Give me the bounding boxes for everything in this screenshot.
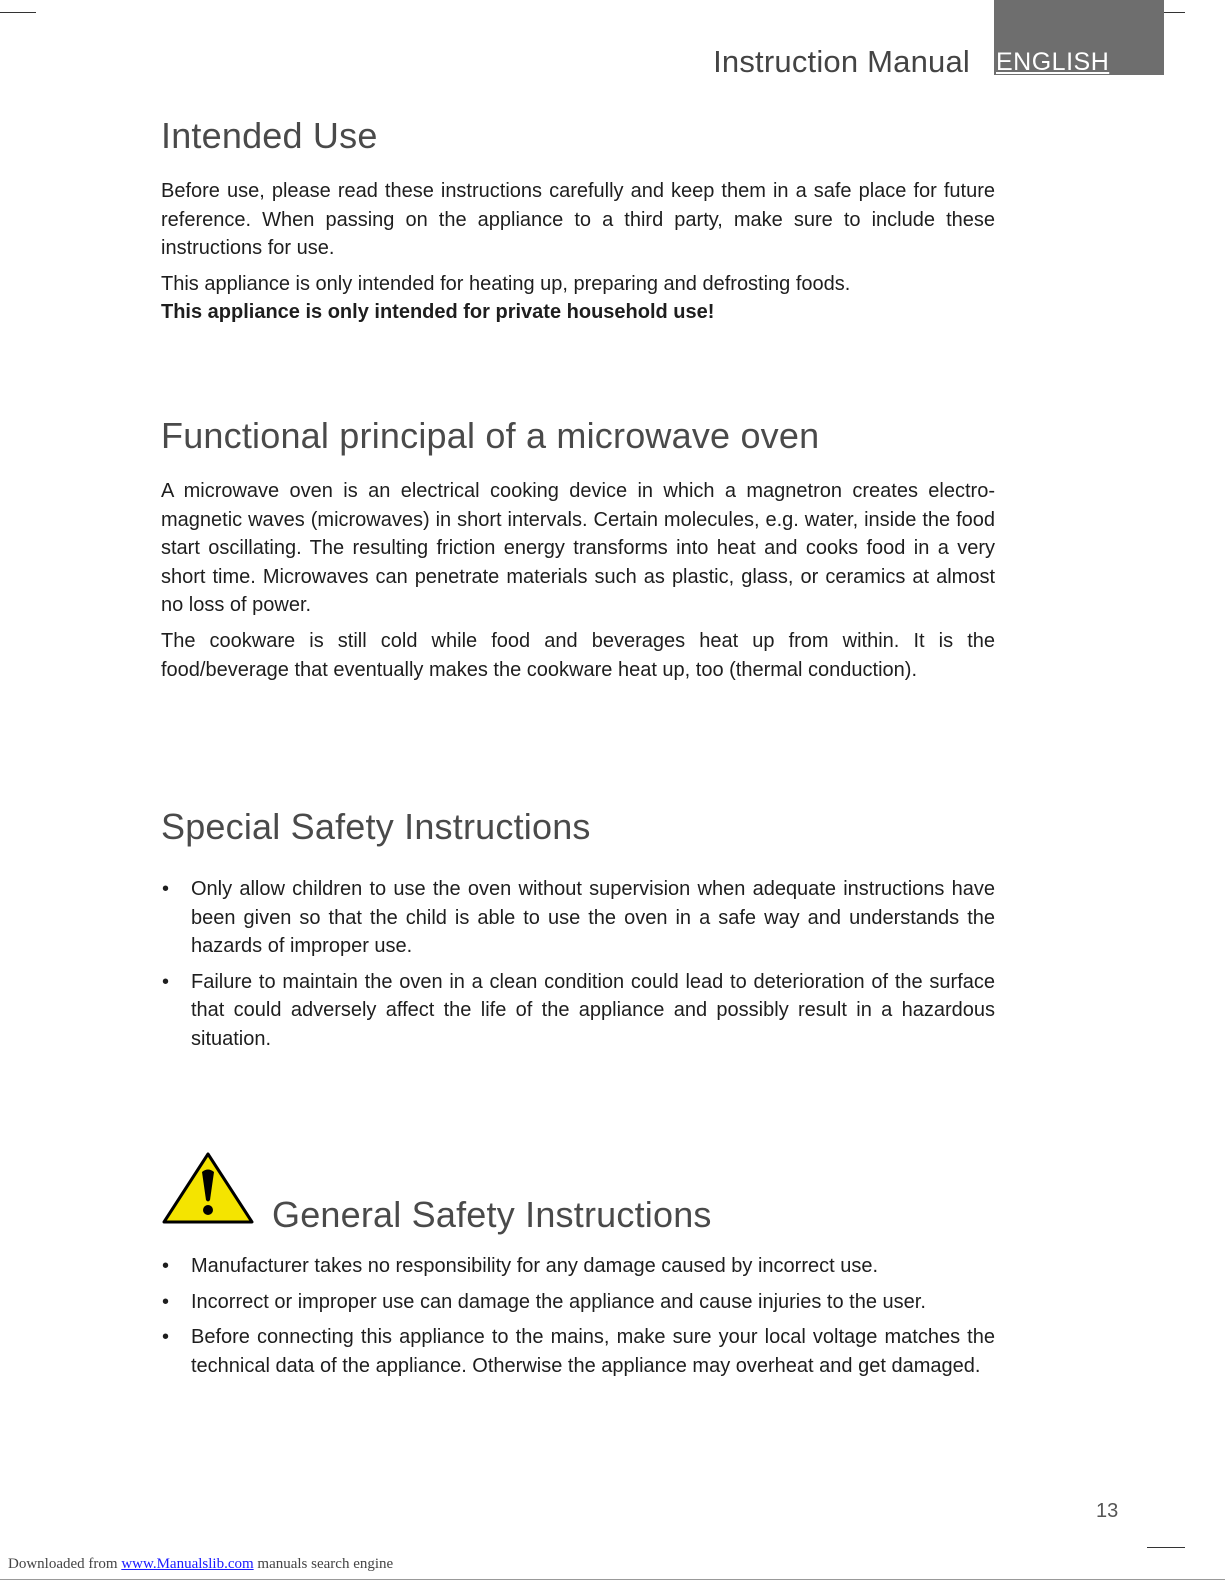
bullet: • <box>162 878 170 900</box>
section-intended-use <box>161 114 995 327</box>
section-general-safety <box>161 1252 995 1380</box>
special-safety-list <box>161 875 995 1054</box>
manualslib-link[interactable]: www.Manualslib.com <box>121 1556 254 1572</box>
bullet: • <box>162 1326 170 1349</box>
footer-prefix: Downloaded from <box>8 1556 118 1572</box>
list-item-text: Before connecting this appliance to the mains, make sure your local voltage matches the technical data of the appliance. Otherwise the appliance may overheat and get damaged. <box>191 1326 995 1377</box>
functional-paragraph-2: The cookware is still cold while food and beverages heat up from within. It is the food/beverage that eventually makes the cookware heat up, too (thermal conduction). <box>161 629 995 681</box>
page-number: 13 <box>1096 1500 1119 1522</box>
language-label: ENGLISH <box>996 48 1110 76</box>
list-item-text: Manufacturer takes no responsibility for any damage caused by incorrect use. <box>191 1255 879 1277</box>
general-safety-list <box>161 1252 995 1380</box>
footer-suffix: manuals search engine <box>257 1556 394 1572</box>
list-item <box>161 1252 995 1281</box>
section-special-safety <box>161 805 995 1054</box>
bullet: • <box>162 1255 170 1277</box>
list-item <box>161 875 995 961</box>
heading-intended-use: Intended Use <box>161 115 378 156</box>
list-item-text: Only allow children to use the oven without supervision when adequate instructions have been given so that the child is able to use the oven in a safe way and understands the hazards of improper use. <box>191 878 995 958</box>
manual-title: Instruction Manual <box>713 44 970 79</box>
list-item <box>161 968 995 1054</box>
functional-paragraph-1: A microwave oven is an electrical cooking device in which a magnetron creates electro-magnetic waves (microwaves) in short intervals. Certain molecules, e.g. water, inside the food start oscillating. The resulting friction energy transforms into heat and cooks food in a very short time. Microwaves can penetrate materials such as plastic, glass, or ceramics at almost no loss of power. <box>161 480 995 617</box>
list-item-text: Incorrect or improper use can damage the appliance and cause injuries to the user. <box>191 1290 926 1313</box>
language-tab <box>994 0 1164 75</box>
bullet: • <box>162 970 170 993</box>
general-safety-heading-row <box>161 1150 995 1240</box>
crop-mark <box>0 12 36 13</box>
private-use-warning: This appliance is only intended for private household use! <box>161 301 715 324</box>
heading-general-safety: General Safety Instructions <box>272 1194 712 1235</box>
footer-divider <box>0 1579 1225 1580</box>
list-item <box>161 1323 995 1380</box>
list-item <box>161 1288 995 1317</box>
crop-mark <box>1147 1547 1185 1548</box>
intended-use-paragraph-2 <box>161 270 995 327</box>
download-footer <box>8 1556 393 1573</box>
bullet: • <box>162 1290 170 1313</box>
list-item-text: Failure to maintain the oven in a clean condition could lead to deterioration of the surface that could adversely affect the life of the appliance and possibly result in a hazardous situation. <box>191 970 995 1050</box>
heading-special-safety: Special Safety Instructions <box>161 806 591 847</box>
heading-functional-principal: Functional principal of a microwave oven <box>161 415 820 456</box>
warning-triangle-icon <box>161 1150 255 1226</box>
intended-use-paragraph-1: Before use, please read these instructions carefully and keep them in a safe place for future reference. When passing on the appliance to a third party, make sure to include these instructions for use. <box>161 180 995 260</box>
section-functional-principal <box>161 414 995 684</box>
intended-use-text: This appliance is only intended for heating up, preparing and defrosting foods. <box>161 272 851 295</box>
